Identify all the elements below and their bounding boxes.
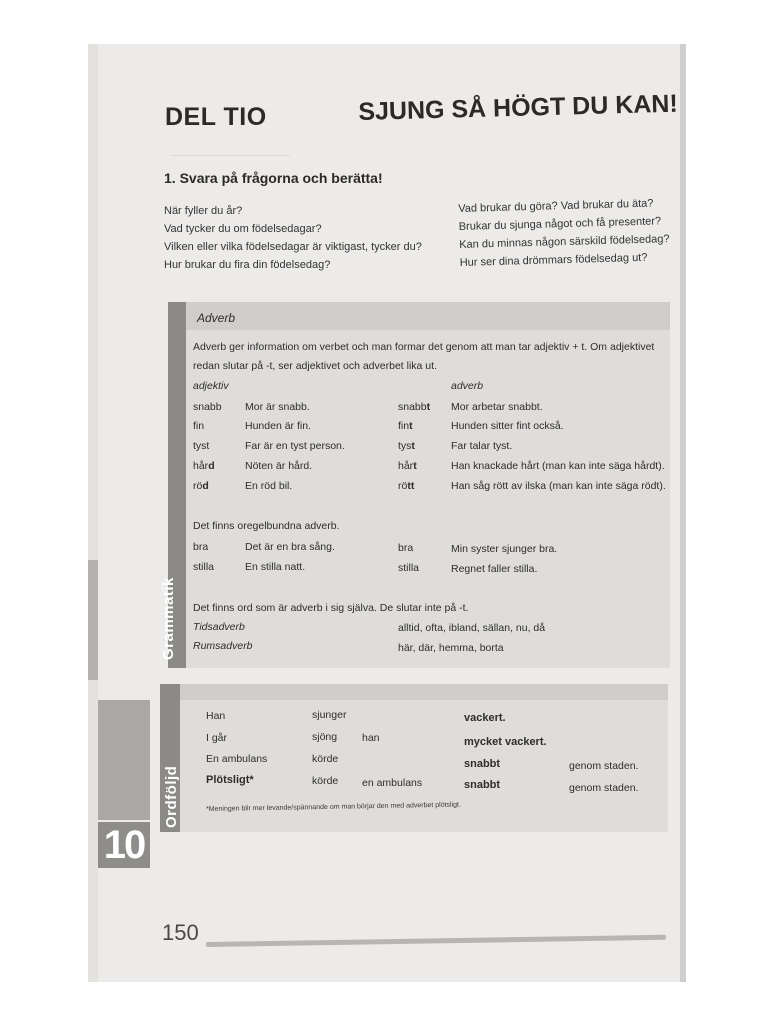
question-list-right [458,194,670,272]
page-number: 150 [162,920,199,945]
chapter-title: DEL TIO [165,103,267,131]
adverb-example: Hunden sitter fint också. [451,420,564,432]
column-header-adverb: adverb [451,380,484,392]
word-order-cell: han [362,732,380,744]
adverb-stem: tys [398,440,412,452]
word-order-cell: snabbt [464,758,501,770]
word-order-side-label: Ordföljd [163,765,180,828]
adverb-stem: fin [398,420,410,432]
word-order-footnote: *Meningen blir mer levande/spännande om man börjar den med adverbet plötsligt. [206,801,461,813]
word-order-cell: Plötsligt* [206,774,254,786]
question: Hur brukar du fira din födelsedag? [164,259,331,271]
adverb-word [398,420,413,432]
adjective-example: Far är en tyst person. [245,440,345,452]
adjective-word: snabb [193,401,222,413]
question: Kan du minnas någon särskild födelsedag? [459,233,670,251]
adverb-ending: t [411,440,415,452]
adverb-example: Far talar tyst. [451,440,513,452]
question: Brukar du sjunga något och få presenter? [458,215,662,233]
word-order-cell: snabbt [464,779,501,791]
adverb-word: bra [398,542,414,554]
adjective-word [193,480,209,492]
adverb-word [398,460,417,472]
word-order-cell: en ambulans [362,777,423,789]
adverb-words-heading: Det finns ord som är adverb i sig själva. De slutar inte på -t. [193,602,469,614]
adverb-word: stilla [398,562,420,574]
adverb-example: Regnet faller stilla. [451,563,538,575]
grammar-heading: Adverb [197,311,236,325]
page-binding [88,44,98,982]
adverb-ending: tt [407,480,415,492]
exercise-heading: 1. Svara på frågorna och berätta! [164,170,383,186]
column-header-adjektiv: adjektiv [193,380,229,392]
grammar-intro-line: Adverb ger information om verbet och man formar det genom att man tar adjektiv + t. Om adjektivet [193,341,655,353]
question: När fyller du år? [164,205,243,217]
question: Vilken eller vilka födelsedagar är viktigast, tycker du? [164,241,422,253]
adverb-ending: t [413,460,417,472]
adverb-stem: rö [398,480,408,492]
adverb-category-words: alltid, ofta, ibland, sällan, nu, då [398,622,546,634]
adverb-stem: hår [398,460,414,472]
word-order-cell: I går [206,732,228,744]
adverb-ending: t [409,420,413,432]
adjective-word: stilla [193,561,215,573]
word-order-cell: mycket vackert. [464,736,547,748]
adjective-example: Mor är snabb. [245,401,310,413]
adverb-category-words: här, där, hemma, borta [398,642,504,654]
word-order-cell: genom staden. [569,782,639,794]
word-order-cell: sjunger [312,709,347,721]
question: Hur ser dina drömmars födelsedag ut? [459,251,648,269]
page-edge-shadow [680,44,686,982]
adverb-category-label: Rumsadverb [193,640,253,652]
question: Vad tycker du om födelsedagar? [164,223,322,235]
question-list-left [164,202,422,274]
chapter-tab-number: 10 [98,822,150,868]
adjective-ending: d [202,480,209,492]
adverb-word [398,480,414,492]
adjective-example: Det är en bra sång. [245,541,335,553]
adverb-example: Han såg rött av ilska (man kan inte säga rödt). [451,480,666,492]
word-order-cell: körde [312,775,339,787]
irregular-heading: Det finns oregelbundna adverb. [193,520,340,532]
adverb-stem: snabb [398,401,427,413]
word-order-cell: sjöng [312,731,338,743]
word-order-cell: körde [312,753,339,765]
question: Vad brukar du göra? Vad brukar du äta? [458,197,654,215]
adjective-ending: d [208,460,215,472]
adjective-stem: rö [193,480,203,492]
chapter-tab-strip [88,560,98,680]
adjective-word [193,460,215,472]
adverb-ending: t [426,401,431,413]
grammar-side-label: Grammatik [160,577,177,660]
adjective-example: Hunden är fin. [245,420,311,432]
adjective-word: tyst [193,440,210,452]
grammar-intro-line: redan slutar på -t, ser adjektivet och adverbet lika ut. [193,360,437,372]
adjective-stem: hår [193,460,209,472]
adverb-category-label: Tidsadverb [193,621,245,633]
word-order-cell: genom staden. [569,760,639,772]
bleed-through-text: ———————————— [170,150,290,161]
chapter-subtitle: SJUNG SÅ HÖGT DU KAN! [358,89,679,126]
word-order-cell: vackert. [464,712,506,724]
adjective-example: Nöten är hård. [245,460,313,472]
grammar-box-content [186,330,670,668]
adverb-word [398,401,430,413]
word-order-cell: Han [206,710,226,722]
adverb-example: Han knackade hårt (man kan inte säga hårdt). [451,460,665,472]
chapter-tab-shadow [98,700,150,820]
adjective-example: En stilla natt. [245,561,306,573]
adjective-example: En röd bil. [245,480,293,492]
adverb-example: Min syster sjunger bra. [451,543,558,555]
adjective-word: bra [193,541,209,553]
adverb-word [398,440,415,452]
word-order-cell: En ambulans [206,753,268,765]
adjective-word: fin [193,420,205,432]
adverb-example: Mor arbetar snabbt. [451,401,543,413]
